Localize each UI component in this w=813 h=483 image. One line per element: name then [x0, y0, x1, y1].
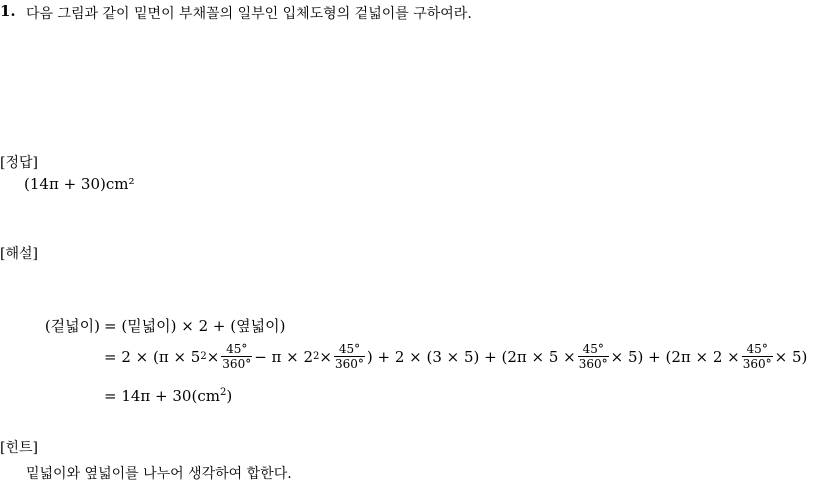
question-number: 1.	[0, 2, 16, 20]
fraction-denominator: 360°	[742, 357, 772, 371]
question-text: 다음 그림과 같이 밑면이 부채꼴의 일부인 입체도형의 겉넓이를 구하여라.	[26, 6, 472, 22]
calc-part-e: ) + 2 × (3 × 5) + (2π × 5 ×	[366, 347, 576, 366]
exponent: 2	[313, 351, 320, 362]
fraction-denominator: 360°	[222, 357, 252, 371]
solution-line-1	[0, 315, 285, 336]
answer-value: (14π + 30)cm²	[24, 175, 135, 193]
fraction-numerator: 45°	[578, 342, 609, 357]
calc-part-b: ×	[206, 347, 220, 366]
solution-line-3	[104, 387, 232, 405]
fraction	[221, 342, 252, 371]
fraction-denominator: 360°	[578, 357, 608, 371]
hint-label: [힌트]	[0, 440, 38, 456]
answer-label: [정답]	[0, 155, 38, 171]
calc-part-a: = 2 × (π × 5	[104, 347, 201, 366]
fraction-numerator: 45°	[334, 342, 365, 357]
fraction-numerator: 45°	[221, 342, 252, 357]
fraction-denominator: 360°	[335, 357, 364, 371]
surface-area-formula: = (밑넓이) × 2 + (옆넓이)	[104, 317, 286, 335]
result-part-a: = 14π + 30(cm	[104, 387, 220, 405]
fraction	[578, 342, 609, 371]
calc-part-d: ×	[319, 347, 332, 366]
exponent: 2	[200, 351, 207, 362]
surface-area-term: (겉넓이)	[44, 317, 100, 335]
fraction	[334, 342, 365, 371]
hint-text: 밑넓이와 옆넓이를 나누어 생각하여 합한다.	[26, 466, 292, 482]
calc-part-g: × 5)	[774, 347, 808, 366]
result-part-b: )	[226, 387, 233, 405]
calc-part-c: − π × 2	[254, 347, 314, 366]
fraction-numerator: 45°	[742, 342, 773, 357]
exponent: 2	[219, 387, 227, 398]
solution-line-2	[104, 342, 807, 371]
solution-label: [해설]	[0, 246, 38, 262]
fraction	[742, 342, 773, 371]
calc-part-f: × 5) + (2π × 2 ×	[610, 347, 740, 366]
